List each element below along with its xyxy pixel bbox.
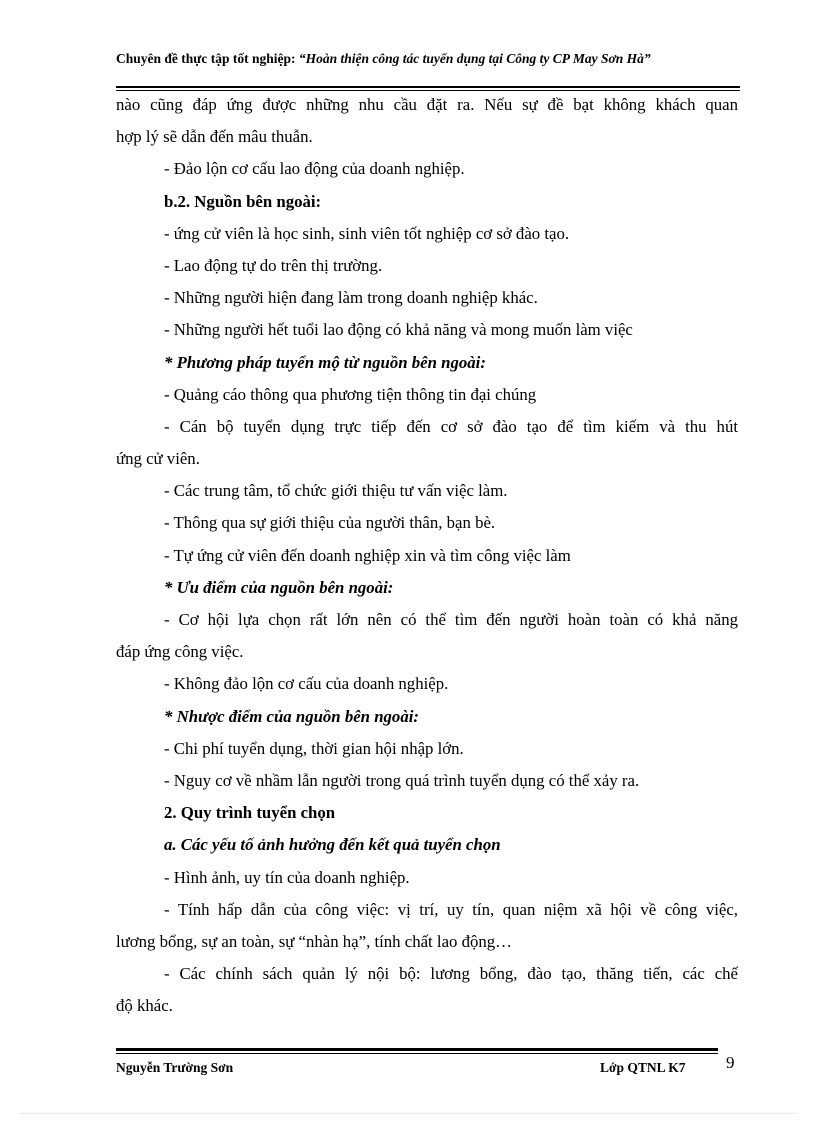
paragraph-line: đáp ứng công việc. (116, 642, 244, 662)
section-heading: b.2. Nguồn bên ngoài: (164, 191, 322, 211)
list-item: - Quảng cáo thông qua phương tiện thông tin đại chúng (164, 384, 537, 404)
list-item: - Các trung tâm, tổ chức giới thiệu tư vấn việc làm. (164, 481, 508, 501)
subsection-heading: a. Các yếu tố ảnh hưởng đến kết quả tuyển chọn (164, 835, 501, 855)
header-title: “Hoàn thiện công tác tuyển dụng tại Công ty CP May Sơn Hà” (298, 51, 651, 66)
list-item: - Các chính sách quản lý nội bộ: lương bổng, đào tạo, thăng tiến, các chế (164, 964, 738, 984)
list-item: - Tự ứng cử viên đến doanh nghiệp xin và tìm công việc làm (164, 545, 571, 565)
paragraph-line: nào cũng đáp ứng được những nhu cầu đặt ra. Nếu sự đề bạt không khách quan (116, 95, 738, 114)
list-item: - Nguy cơ về nhầm lẫn người trong quá trình tuyển dụng có thể xảy ra. (164, 770, 640, 790)
subsection-heading: * Nhược điểm của nguồn bên ngoài: (164, 706, 419, 726)
list-item: - Chi phí tuyển dụng, thời gian hội nhập lớn. (164, 738, 464, 758)
list-item: - Những người hết tuổi lao động có khả năng và mong muốn làm việc (164, 320, 633, 340)
page-number: 9 (726, 1053, 735, 1072)
list-item: - Không đảo lộn cơ cấu của doanh nghiệp. (164, 674, 449, 694)
list-item: - Cơ hội lựa chọn rất lớn nên có thể tìm đến người hoàn toàn có khả năng (164, 610, 738, 629)
paragraph-line: lương bổng, sự an toàn, sự “nhàn hạ”, tính chất lao động… (116, 931, 512, 951)
list-item: - Đảo lộn cơ cấu lao động của doanh nghiệp. (164, 159, 465, 179)
list-item: - Lao động tự do trên thị trường. (164, 255, 383, 275)
paragraph-line: hợp lý sẽ dẫn đến mâu thuẫn. (116, 127, 313, 147)
subsection-heading: * Phương pháp tuyển mộ từ nguồn bên ngoài: (164, 352, 486, 372)
subsection-heading: * Ưu điểm của nguồn bên ngoài: (164, 577, 394, 597)
list-item: - Những người hiện đang làm trong doanh nghiệp khác. (164, 288, 538, 308)
section-heading: 2. Quy trình tuyển chọn (164, 803, 336, 823)
footer-class: Lớp QTNL K7 (600, 1060, 686, 1075)
list-item: - Thông qua sự giới thiệu của người thân, bạn bè. (164, 513, 496, 533)
page-bottom-divider (20, 1113, 796, 1114)
paragraph-line: độ khác. (116, 996, 173, 1016)
document-body (116, 89, 738, 1022)
footer-author: Nguyễn Trường Sơn (116, 1060, 234, 1075)
list-item: - Tính hấp dẫn của công việc: vị trí, uy tín, quan niệm xã hội về công việc, (164, 899, 738, 919)
paragraph-line: ứng cử viên. (116, 449, 200, 469)
list-item: - ứng cử viên là học sinh, sinh viên tốt nghiệp cơ sở đào tạo. (164, 223, 570, 243)
footer-rule (116, 1048, 718, 1054)
list-item: - Hình ảnh, uy tín của doanh nghiệp. (164, 867, 410, 887)
list-item: - Cán bộ tuyển dụng trực tiếp đến cơ sở đào tạo để tìm kiếm và thu hút (164, 416, 738, 436)
header-prefix: Chuyên đề thực tập tốt nghiệp: (116, 51, 296, 66)
running-header (116, 50, 740, 67)
